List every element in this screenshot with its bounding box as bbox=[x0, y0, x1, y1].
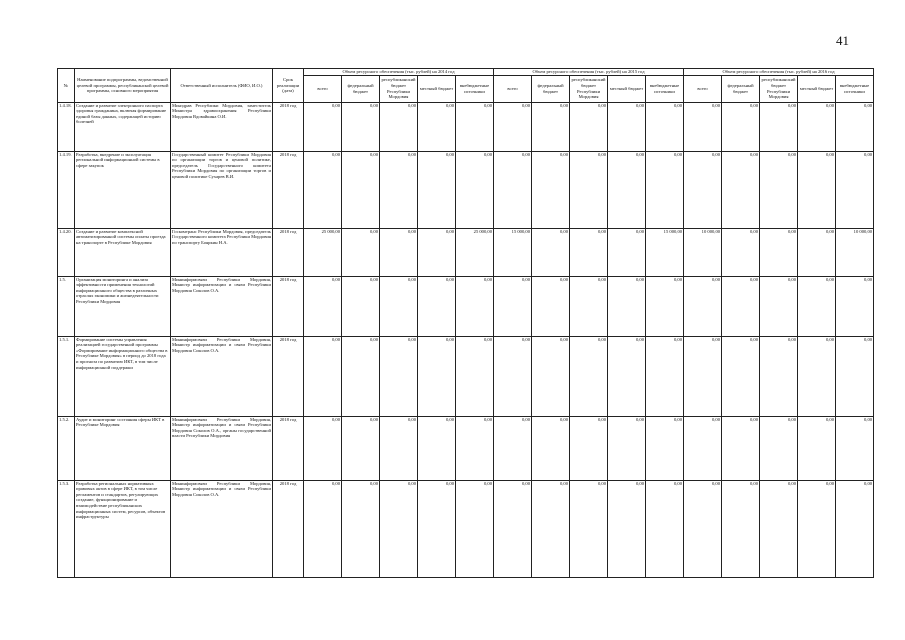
value-cell: 0,00 bbox=[646, 336, 684, 416]
value-cell: 0,00 bbox=[722, 480, 760, 577]
header-group-2016: Объем ресурсного обеспечения (тыс. рублей) на 2016 год bbox=[684, 69, 874, 76]
value-cell: 0,00 bbox=[418, 480, 456, 577]
value-cell: 0,00 bbox=[836, 336, 874, 416]
value-cell: 0,00 bbox=[456, 336, 494, 416]
value-cell: 0,00 bbox=[608, 102, 646, 151]
value-cell: 0,00 bbox=[380, 480, 418, 577]
subheader-cell: федеральный бюджет bbox=[722, 75, 760, 102]
table-row bbox=[58, 228, 874, 276]
subheader-cell: внебюджетные источники bbox=[836, 75, 874, 102]
row-executor: Мининформсвязи Республики Мордовия, Министр информатизации и связи Республики Мордовия Соколов О.А. bbox=[171, 336, 273, 416]
subheader-cell: местный бюджет bbox=[418, 75, 456, 102]
value-cell: 0,00 bbox=[684, 336, 722, 416]
row-name: Аудит и мониторинг состояния сферы ИКТ в Республике Мордовия bbox=[75, 416, 171, 480]
row-term: 2018 год bbox=[273, 416, 304, 480]
value-cell: 0,00 bbox=[418, 336, 456, 416]
row-number: 1.5.3. bbox=[58, 480, 75, 577]
subheader-cell: внебюджетные источники bbox=[456, 75, 494, 102]
value-cell: 0,00 bbox=[494, 276, 532, 336]
subheader-cell: местный бюджет bbox=[798, 75, 836, 102]
value-cell: 0,00 bbox=[646, 416, 684, 480]
value-cell: 0,00 bbox=[570, 480, 608, 577]
value-cell: 0,00 bbox=[418, 151, 456, 228]
table-row bbox=[58, 276, 874, 336]
row-number: 1.5.1. bbox=[58, 336, 75, 416]
value-cell: 0,00 bbox=[760, 416, 798, 480]
subheader-cell: республиканский бюджет Республики Мордовия bbox=[380, 75, 418, 102]
value-cell: 0,00 bbox=[304, 151, 342, 228]
row-name: Организация мониторинга и анализа эффективности применения технологий информационного общества в различных отраслях экономики и жизнедеятельности Республики Мордовия bbox=[75, 276, 171, 336]
row-name: Разработка, внедрение и эксплуатация региональной информационной системы в сфере закупок bbox=[75, 151, 171, 228]
row-number: 1.5.2. bbox=[58, 416, 75, 480]
value-cell: 0,00 bbox=[798, 151, 836, 228]
value-cell: 0,00 bbox=[570, 416, 608, 480]
value-cell: 0,00 bbox=[456, 480, 494, 577]
value-cell: 0,00 bbox=[532, 416, 570, 480]
value-cell: 15 000,00 bbox=[646, 228, 684, 276]
row-number: 1.4.18. bbox=[58, 102, 75, 151]
row-executor: Минздрав Республики Мордовия, заместитель Министра здравоохранения Республики Мордовия Вдовайкина О.И. bbox=[171, 102, 273, 151]
row-executor: Госкомтранс Республики Мордовия, председатель Государственного комитета Республики Мордовия по транспорту Бояркин Н.А. bbox=[171, 228, 273, 276]
value-cell: 0,00 bbox=[532, 151, 570, 228]
header-group-2015: Объем ресурсного обеспечения (тыс. рублей) на 2015 год bbox=[494, 69, 684, 76]
value-cell: 0,00 bbox=[342, 336, 380, 416]
value-cell: 0,00 bbox=[570, 102, 608, 151]
row-term: 2018 год bbox=[273, 480, 304, 577]
value-cell: 0,00 bbox=[608, 416, 646, 480]
row-term: 2018 год bbox=[273, 151, 304, 228]
value-cell: 0,00 bbox=[494, 151, 532, 228]
row-number: 1.4.20. bbox=[58, 228, 75, 276]
subheader-cell: республиканский бюджет Республики Мордовия bbox=[760, 75, 798, 102]
value-cell: 0,00 bbox=[646, 151, 684, 228]
value-cell: 0,00 bbox=[418, 228, 456, 276]
value-cell: 0,00 bbox=[760, 480, 798, 577]
table-header bbox=[58, 69, 874, 103]
value-cell: 0,00 bbox=[532, 276, 570, 336]
table-row bbox=[58, 102, 874, 151]
value-cell: 0,00 bbox=[608, 228, 646, 276]
row-number: 1.4.19. bbox=[58, 151, 75, 228]
value-cell: 0,00 bbox=[532, 228, 570, 276]
value-cell: 0,00 bbox=[494, 336, 532, 416]
value-cell: 0,00 bbox=[798, 102, 836, 151]
value-cell: 0,00 bbox=[380, 102, 418, 151]
value-cell: 0,00 bbox=[836, 276, 874, 336]
value-cell: 0,00 bbox=[684, 416, 722, 480]
value-cell: 0,00 bbox=[760, 276, 798, 336]
value-cell: 0,00 bbox=[836, 151, 874, 228]
value-cell: 15 000,00 bbox=[494, 228, 532, 276]
value-cell: 0,00 bbox=[722, 416, 760, 480]
value-cell: 25 000,00 bbox=[456, 228, 494, 276]
value-cell: 0,00 bbox=[684, 276, 722, 336]
value-cell: 0,00 bbox=[342, 102, 380, 151]
value-cell: 0,00 bbox=[760, 336, 798, 416]
table-row bbox=[58, 151, 874, 228]
row-name: Разработка региональных нормативных правовых актов в сфере ИКТ, в том числе регламентов и стандартов, регулирующих создание, функционирование и взаимодействие республиканских информационных систем, ресурсов, объектов инфраструктуры bbox=[75, 480, 171, 577]
value-cell: 0,00 bbox=[342, 416, 380, 480]
value-cell: 0,00 bbox=[570, 228, 608, 276]
value-cell: 0,00 bbox=[570, 151, 608, 228]
value-cell: 25 000,00 bbox=[304, 228, 342, 276]
row-term: 2018 год bbox=[273, 336, 304, 416]
value-cell: 0,00 bbox=[418, 276, 456, 336]
value-cell: 10 000,00 bbox=[684, 228, 722, 276]
row-number: 1.5. bbox=[58, 276, 75, 336]
value-cell: 0,00 bbox=[570, 276, 608, 336]
value-cell: 0,00 bbox=[608, 336, 646, 416]
value-cell: 0,00 bbox=[418, 416, 456, 480]
value-cell: 0,00 bbox=[304, 102, 342, 151]
row-term: 2018 год bbox=[273, 276, 304, 336]
value-cell: 0,00 bbox=[684, 151, 722, 228]
page-number: 41 bbox=[836, 33, 849, 48]
value-cell: 0,00 bbox=[342, 151, 380, 228]
value-cell: 0,00 bbox=[494, 416, 532, 480]
value-cell: 0,00 bbox=[760, 102, 798, 151]
value-cell: 0,00 bbox=[380, 416, 418, 480]
subheader-cell: федеральный бюджет bbox=[342, 75, 380, 102]
row-name: Формирование системы управления реализацией государственной программы «Формирование информационного общества в Республике Мордовия» в период до 2018 года и прогноза по развитию ИКТ, в том числе информационной поддержки bbox=[75, 336, 171, 416]
value-cell: 0,00 bbox=[798, 228, 836, 276]
row-term: 2018 год bbox=[273, 102, 304, 151]
value-cell: 0,00 bbox=[380, 276, 418, 336]
row-name: Создание и развитие электронного паспорта здоровья гражданина, включая формирование единой базы данных, содержащей историю болезней bbox=[75, 102, 171, 151]
value-cell: 10 000,00 bbox=[836, 228, 874, 276]
value-cell: 0,00 bbox=[646, 276, 684, 336]
row-executor: Мининформсвязи Республики Мордовия, Министр информатизации и связи Республики Мордовия Соколов О.А. bbox=[171, 480, 273, 577]
value-cell: 0,00 bbox=[494, 102, 532, 151]
value-cell: 0,00 bbox=[798, 480, 836, 577]
value-cell: 0,00 bbox=[722, 102, 760, 151]
value-cell: 0,00 bbox=[608, 276, 646, 336]
value-cell: 0,00 bbox=[304, 276, 342, 336]
table-row bbox=[58, 416, 874, 480]
value-cell: 0,00 bbox=[798, 336, 836, 416]
row-term: 2018 год bbox=[273, 228, 304, 276]
value-cell: 0,00 bbox=[646, 480, 684, 577]
value-cell: 0,00 bbox=[798, 416, 836, 480]
value-cell: 0,00 bbox=[722, 336, 760, 416]
value-cell: 0,00 bbox=[684, 102, 722, 151]
value-cell: 0,00 bbox=[532, 336, 570, 416]
value-cell: 0,00 bbox=[760, 151, 798, 228]
header-term: Срок реализации (дата) bbox=[273, 69, 304, 103]
row-executor: Государственный комитет Республики Мордовия по организации торгов и ценовой политике, председатель Государственного комитета Республики Мордовия по организации торгов и ценовой политике Сухарев В.И. bbox=[171, 151, 273, 228]
value-cell: 0,00 bbox=[836, 416, 874, 480]
value-cell: 0,00 bbox=[570, 336, 608, 416]
value-cell: 0,00 bbox=[608, 151, 646, 228]
subheader-cell: внебюджетные источники bbox=[646, 75, 684, 102]
value-cell: 0,00 bbox=[380, 228, 418, 276]
value-cell: 0,00 bbox=[722, 276, 760, 336]
value-cell: 0,00 bbox=[532, 102, 570, 151]
value-cell: 0,00 bbox=[304, 416, 342, 480]
value-cell: 0,00 bbox=[608, 480, 646, 577]
row-name: Создание и развитие комплексной автоматизированной системы оплаты проезда на транспорте в Республике Мордовия bbox=[75, 228, 171, 276]
value-cell: 0,00 bbox=[456, 151, 494, 228]
value-cell: 0,00 bbox=[304, 480, 342, 577]
value-cell: 0,00 bbox=[722, 228, 760, 276]
value-cell: 0,00 bbox=[304, 336, 342, 416]
value-cell: 0,00 bbox=[342, 276, 380, 336]
subheader-cell: федеральный бюджет bbox=[532, 75, 570, 102]
subheader-cell: всего bbox=[304, 75, 342, 102]
subheader-cell: местный бюджет bbox=[608, 75, 646, 102]
value-cell: 0,00 bbox=[798, 276, 836, 336]
value-cell: 0,00 bbox=[836, 102, 874, 151]
subheader-cell: всего bbox=[494, 75, 532, 102]
value-cell: 0,00 bbox=[380, 336, 418, 416]
value-cell: 0,00 bbox=[646, 102, 684, 151]
value-cell: 0,00 bbox=[342, 228, 380, 276]
table-row bbox=[58, 336, 874, 416]
row-executor: Мининформсвязи Республики Мордовия, Министр информатизации и связи Республики Мордовия Соколов О.А. bbox=[171, 276, 273, 336]
header-group-2014: Объем ресурсного обеспечения (тыс. рублей) на 2014 год bbox=[304, 69, 494, 76]
value-cell: 0,00 bbox=[494, 480, 532, 577]
value-cell: 0,00 bbox=[836, 480, 874, 577]
table-row bbox=[58, 480, 874, 577]
value-cell: 0,00 bbox=[532, 480, 570, 577]
row-executor: Мининформсвязи Республики Мордовия, Министр информатизации и связи Республики Мордовия Соколов О.А., органы государственной власти Республики Мордовия bbox=[171, 416, 273, 480]
header-num: № bbox=[58, 69, 75, 103]
resource-table bbox=[57, 68, 874, 578]
value-cell: 0,00 bbox=[456, 276, 494, 336]
value-cell: 0,00 bbox=[456, 102, 494, 151]
header-name: Наименование подпрограммы, ведомственной целевой программы, республиканской целевой программы, основного мероприятия bbox=[75, 69, 171, 103]
value-cell: 0,00 bbox=[342, 480, 380, 577]
value-cell: 0,00 bbox=[760, 228, 798, 276]
value-cell: 0,00 bbox=[684, 480, 722, 577]
subheader-cell: республиканский бюджет Республики Мордовия bbox=[570, 75, 608, 102]
subheader-cell: всего bbox=[684, 75, 722, 102]
value-cell: 0,00 bbox=[722, 151, 760, 228]
value-cell: 0,00 bbox=[456, 416, 494, 480]
header-executor: Ответственный исполнитель (ФИО, И.О.) bbox=[171, 69, 273, 103]
value-cell: 0,00 bbox=[418, 102, 456, 151]
table-body bbox=[58, 102, 874, 577]
value-cell: 0,00 bbox=[380, 151, 418, 228]
